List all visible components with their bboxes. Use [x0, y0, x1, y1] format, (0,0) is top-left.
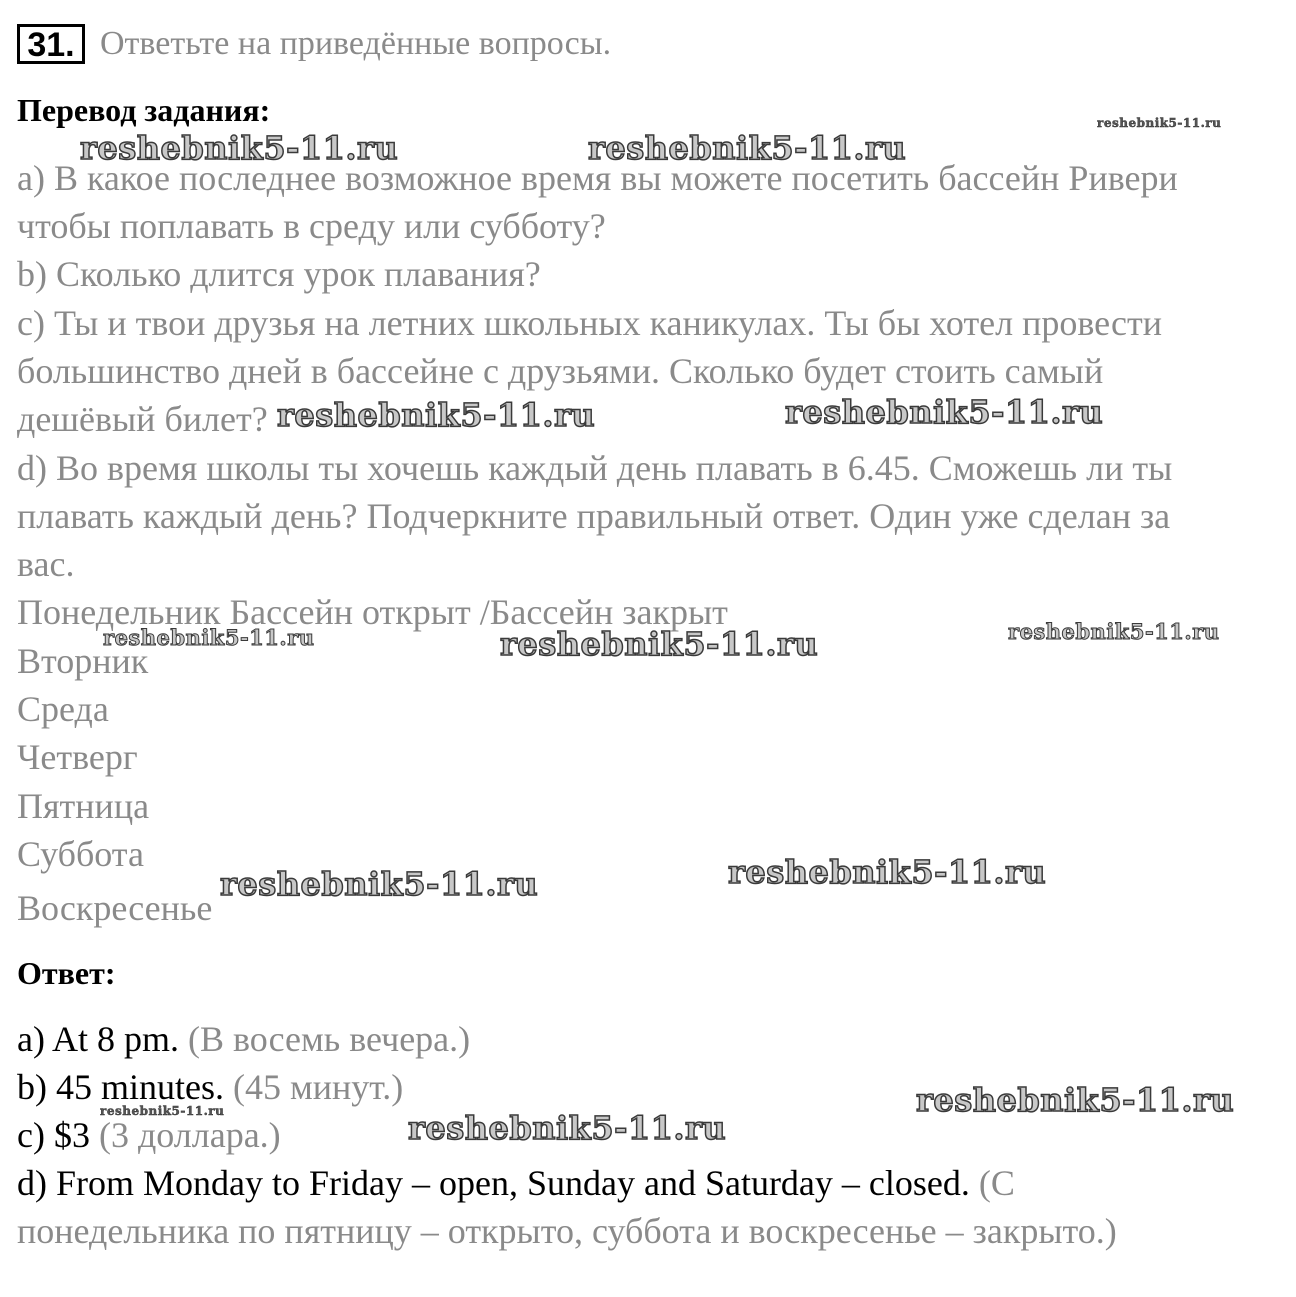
- watermark: reshebnik5-11.ru: [588, 129, 907, 167]
- watermark: reshebnik5-11.ru: [1008, 619, 1220, 644]
- translation-line: чтобы поплавать в среду или субботу?: [17, 206, 606, 246]
- translation-line: a) В какое последнее возможное время вы можете посетить бассейн Ривери: [17, 158, 1178, 198]
- watermark: reshebnik5-11.ru: [728, 853, 1047, 891]
- day-row-friday: Пятница: [17, 786, 150, 826]
- answer-english: b) 45 minutes.: [17, 1067, 224, 1107]
- watermark: reshebnik5-11.ru: [103, 625, 315, 650]
- watermark: reshebnik5-11.ru: [500, 625, 819, 663]
- watermark: reshebnik5-11.ru: [100, 1104, 225, 1118]
- translation-heading: Перевод задания:: [17, 92, 271, 128]
- answer-russian: (3 доллара.): [98, 1115, 281, 1155]
- answer-russian: (С: [978, 1163, 1015, 1203]
- day-row-wednesday: Среда: [17, 689, 109, 729]
- translation-line: c) Ты и твои друзья на летних школьных каникулах. Ты бы хотел провести: [17, 303, 1163, 343]
- translation-line: большинство дней в бассейне с друзьями. Сколько будет стоить самый: [17, 351, 1104, 391]
- answer-russian: (45 минут.): [232, 1067, 404, 1107]
- answer-english: c) $3: [17, 1115, 90, 1155]
- answer-russian: (В восемь вечера.): [187, 1019, 471, 1059]
- answer-item: [17, 1019, 470, 1059]
- answer-item: [17, 1115, 281, 1155]
- task-number: 31.: [17, 24, 85, 64]
- task-title: Ответьте на приведённые вопросы.: [100, 25, 612, 62]
- translation-line: вас.: [17, 544, 75, 584]
- translation-line: d) Во время школы ты хочешь каждый день плавать в 6.45. Сможешь ли ты: [17, 448, 1173, 488]
- watermark: reshebnik5-11.ru: [916, 1081, 1235, 1119]
- day-row-sunday: Воскресенье: [17, 888, 213, 928]
- answer-english: d) From Monday to Friday – open, Sunday and Saturday – closed.: [17, 1163, 970, 1203]
- translation-line: b) Сколько длится урок плавания?: [17, 254, 541, 294]
- answer-item: [17, 1163, 1015, 1203]
- answer-heading: Ответ:: [17, 955, 116, 991]
- watermark: reshebnik5-11.ru: [80, 129, 399, 167]
- watermark: reshebnik5-11.ru: [408, 1109, 727, 1147]
- translation-line: плавать каждый день? Подчеркните правильный ответ. Один уже сделан за: [17, 496, 1171, 536]
- day-row-tuesday: Вторник: [17, 641, 149, 681]
- day-row-saturday: Суббота: [17, 834, 144, 874]
- watermark: reshebnik5-11.ru: [1097, 116, 1222, 130]
- watermark: reshebnik5-11.ru: [785, 393, 1104, 431]
- watermark: reshebnik5-11.ru: [220, 865, 539, 903]
- answer-item: [17, 1211, 1117, 1251]
- answer-russian: понедельника по пятницу – открыто, суббота и воскресенье – закрыто.): [17, 1211, 1117, 1251]
- day-row-thursday: Четверг: [17, 737, 138, 777]
- day-row-monday: Понедельник Бассейн открыт /Бассейн закрыт: [17, 592, 728, 632]
- watermark: reshebnik5-11.ru: [277, 396, 596, 434]
- translation-line: дешёвый билет?: [17, 399, 268, 439]
- answer-english: a) At 8 pm.: [17, 1019, 179, 1059]
- answer-item: [17, 1067, 403, 1107]
